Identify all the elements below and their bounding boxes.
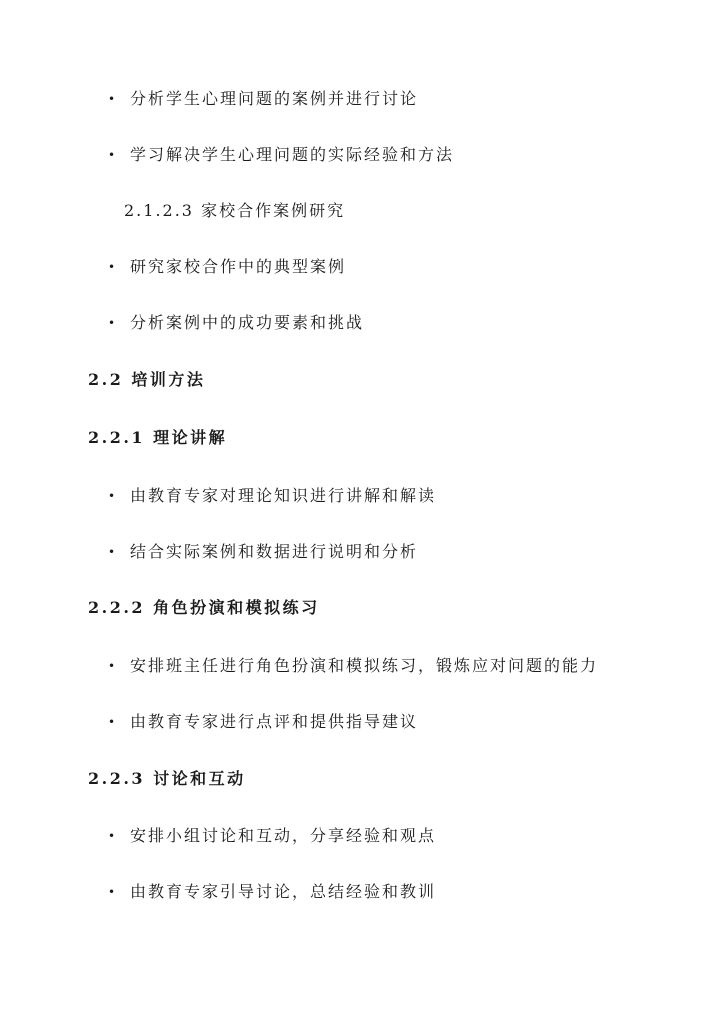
list-item [108, 537, 418, 567]
list-item-text: 安排小组讨论和互动，分享经验和观点 [130, 826, 437, 845]
list-item [108, 140, 454, 170]
subsection-heading: 2.2.1 理论讲解 [88, 428, 228, 447]
list-item [108, 877, 436, 907]
list-item-text: 安排班主任进行角色扮演和模拟练习，锻炼应对问题的能力 [130, 656, 599, 675]
list-item-text: 由教育专家引导讨论，总结经验和教训 [130, 882, 437, 901]
subsection-heading: 2.2.3 讨论和互动 [88, 769, 246, 788]
bullet: • [108, 148, 116, 162]
list-item [108, 821, 436, 851]
bullet: • [108, 260, 116, 274]
list-item-text: 由教育专家对理论知识进行讲解和解读 [130, 486, 437, 505]
bullet: • [108, 885, 116, 899]
list-item [108, 252, 346, 282]
list-item [108, 308, 364, 338]
bullet: • [108, 316, 116, 330]
subsection-title: 2.1.2.3 家校合作案例研究 [124, 201, 346, 220]
list-item [108, 481, 436, 511]
list-item [108, 84, 418, 114]
list-item-text: 分析案例中的成功要素和挑战 [130, 313, 365, 332]
bullet: • [108, 715, 116, 729]
section-heading: 2.2 培训方法 [88, 370, 206, 389]
list-item-text: 结合实际案例和数据进行说明和分析 [130, 542, 419, 561]
list-item-text: 由教育专家进行点评和提供指导建议 [130, 712, 419, 731]
list-item [108, 707, 418, 737]
subsection-heading: 2.2.2 角色扮演和模拟练习 [88, 598, 320, 617]
list-item [108, 651, 598, 681]
bullet: • [108, 659, 116, 673]
list-item-text: 分析学生心理问题的案例并进行讨论 [130, 89, 419, 108]
list-item-text: 学习解决学生心理问题的实际经验和方法 [130, 145, 455, 164]
list-item-text: 研究家校合作中的典型案例 [130, 257, 347, 276]
bullet: • [108, 489, 116, 503]
bullet: • [108, 829, 116, 843]
bullet: • [108, 545, 116, 559]
bullet: • [108, 92, 116, 106]
